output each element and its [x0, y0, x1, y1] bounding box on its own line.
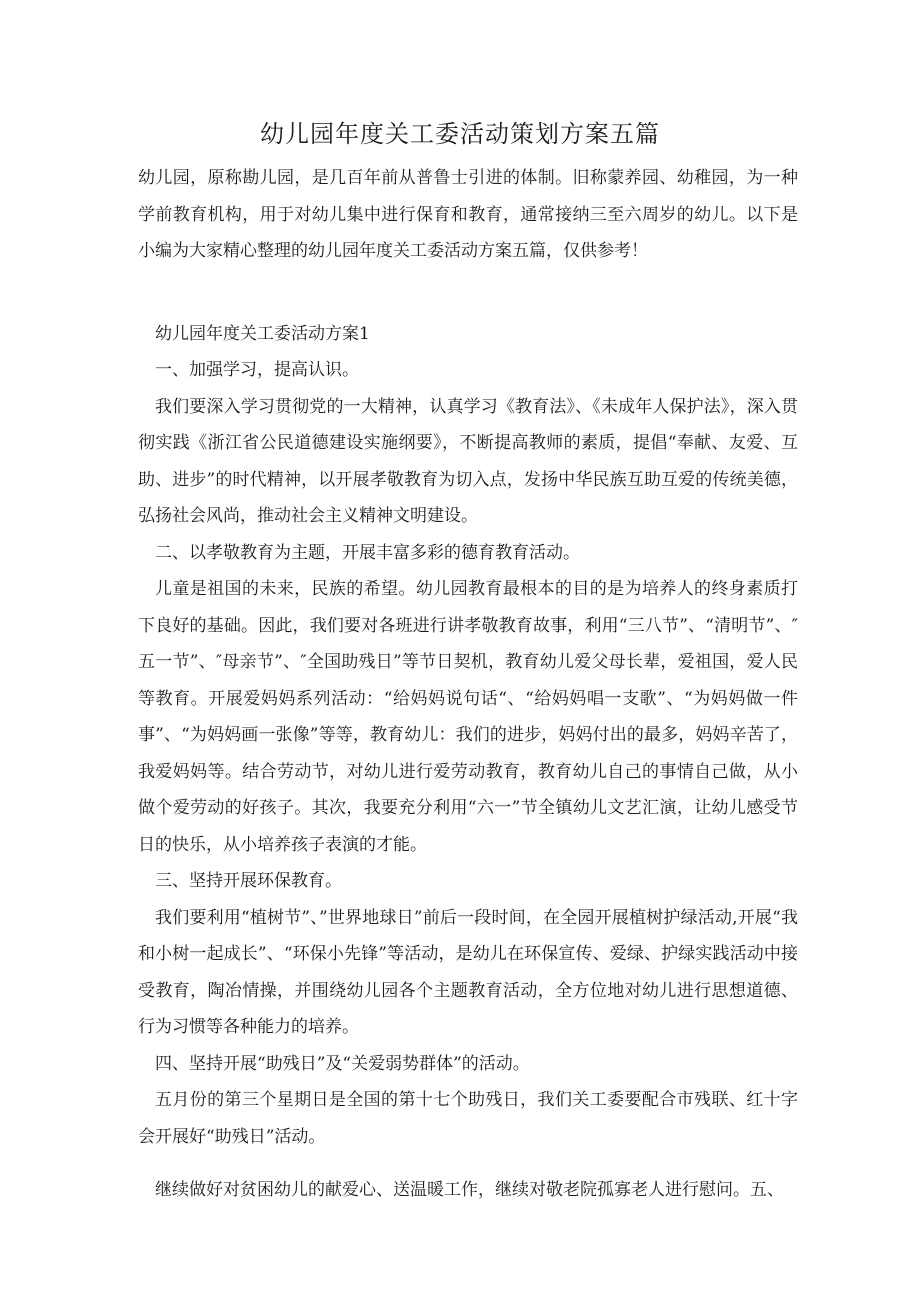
spacer: [138, 1155, 798, 1172]
intro-paragraph: 幼儿园，原称勘儿园，是几百年前从普鲁士引进的体制。旧称蒙养园、幼稚园，为一种学前教育机构，用于对幼儿集中进行保育和教育，通常接纳三至六周岁的幼儿。以下是小编为大家精心整理的幼儿园年度关工委活动方案五篇，仅供参考！: [138, 168, 798, 261]
section-2-body: 儿童是祖国的未来，民族的希望。幼儿园教育最根本的目的是为培养人的终身素质打下良好的基础。因此，我们要对各班进行讲孝敬教育故事，利用“三八节”、“清明节”、″五一节”、″母亲节”、″全国助残日”等节日契机，教育幼儿爱父母长辈，爱祖国，爱人民等教育。开展爱妈妈系列活动：“给妈妈说句话“、“给妈妈唱一支歌”、“为妈妈做一件事”、“为妈妈画一张像”等等，教育幼儿：我们的进步，妈妈付出的最多，妈妈辛苦了，我爱妈妈等。结合劳动节，对幼儿进行爱劳动教育，教育幼儿自己的事情自己做，从小做个爱劳动的好孩子。其次，我要充分利用“六一”节全镇幼儿文艺汇演，让幼儿感受节日的快乐，从小培养孩子表演的才能。: [138, 579, 798, 855]
section-4-body: 五月份的第三个星期日是全国的第十七个助残日，我们关工委要配合市残联、红十字会开展好“助残日”活动。: [138, 1090, 798, 1147]
section-3-body: 我们要利用“植树节”、”世界地球日”前后一段时间，在全园开展植树护绿活动,开展“我和小树一起成长”、“环保小先锋”等活动，是幼儿在环保宣传、爱绿、护绿实践活动中接受教育，陶冶情操，并围绕幼儿园各个主题教育活动，全方位地对幼儿进行思想道德、行为习惯等各种能力的培养。: [138, 907, 798, 1037]
plan-heading: 幼儿园年度关工委活动方案1: [155, 323, 370, 344]
section-1-heading: 一、加强学习，提高认识。: [155, 360, 359, 380]
section-2-heading: 二、以孝敬教育为主题，开展丰富多彩的德育教育活动。: [155, 542, 580, 563]
section-3-heading: 三、坚持开展环保教育。: [155, 871, 342, 891]
section-4-heading: 四、坚持开展“助残日”及“关爱弱势群体”的活动。: [155, 1053, 530, 1074]
spacer: [138, 270, 798, 316]
document-body: [138, 160, 798, 1209]
section-1-body: 我们要深入学习贯彻党的一大精神，认真学习《教育法》、《未成年人保护法》，深入贯彻实践《浙江省公民道德建设实施纲要》，不断提高教师的素质，提倡“奉献、友爱、互助、进步”的时代精神，以开展孝敬教育为切入点，发扬中华民族互助互爱的传统美德，弘扬社会风尚，推动社会主义精神文明建设。: [138, 396, 798, 526]
document-title: 幼儿园年度关工委活动策划方案五篇: [260, 120, 660, 148]
closing-paragraph: 继续做好对贫困幼儿的献爱心、送温暖工作，继续对敬老院孤寡老人进行慰问。五、: [155, 1180, 784, 1200]
